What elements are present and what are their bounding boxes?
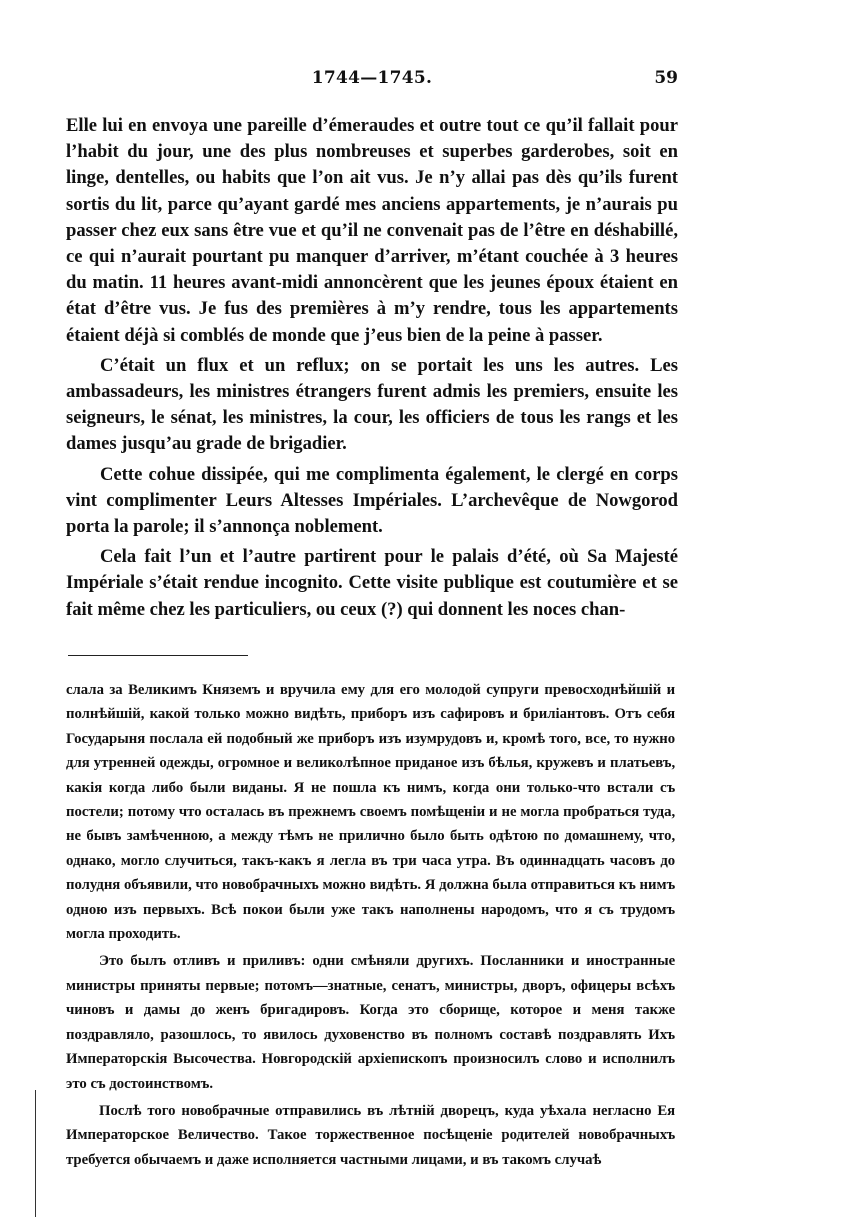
footnote-translation (66, 678, 675, 1172)
page-number: 59 (654, 68, 678, 88)
paragraph: C’était un flux et un reflux; on se portait les uns les autres. Les ambassadeurs, les ministres étrangers furent admis les premiers, ensuite les seigneurs, le sénat, les ministres, la cour, les officiers de tous les rangs et les dames jusqu’au grade de brigadier. (66, 354, 678, 455)
footnote-divider (68, 655, 248, 656)
footnote-paragraph: слала за Великимъ Княземъ и вручила ему для его молодой супруги превосходнѣйшій и полнѣйшій, какой только можно видѣть, приборъ изъ сафировъ и бриліантовъ. Отъ себя Государыня послала ей подобный же приборъ изъ изумрудовъ и, кромѣ того, все, то нужно для утренней одежды, огромное и великолѣпное приданое изъ бѣлья, кружевъ и платьевъ, какія когда либо были виданы. Я не пошла къ нимъ, когда они только-что встали съ постели; потому что осталась въ прежнемъ своемъ помѣщеніи и не могла пробраться туда, не бывъ замѣченною, а между тѣмъ не прилично было быть одѣтою по домашнему, что, однако, могло случиться, такъ-какъ я легла въ три часа утра. Въ одиннадцать часовъ до полудня объявили, что новобрачныхъ можно видѣть. Я должна была отправиться къ нимъ одною изъ первыхъ. Всѣ покои были уже такъ наполнены народомъ, что я съ трудомъ могла проходить. (66, 681, 676, 943)
paragraph: Cela fait l’un et l’autre partirent pour le palais d’été, où Sa Majesté Impériale s’était rendue incognito. Cette visite publique est coutumière et se fait même chez les particuliers, ou ceux (?) qui donnent les noces chan- (66, 546, 678, 620)
paragraph: Elle lui en envoya une pareille d’émeraudes et outre tout ce qu’il fallait pour l’habit du jour, une des plus nombreuses et superbes garderobes, soit en linge, dentelles, ou habits que l’on ait vus. Je n’y allai pas dès qu’ils furent sortis du lit, parce qu’ayant gardé mes anciens appartements, je n’aurais pu passer chez eux sans être vue et qu’il ne convenait pas de l’être en déshabillé, ce qui n’aurait pourtant pu manquer d’arriver, m’étant couchée à 3 heures du matin. 11 heures avant-midi annoncèrent que les jeunes époux étaient en état d’être vus. Je fus des premières à m’y rendre, tous les appartements étaient déjà si comblés de monde que j’eus bien de la peine à passer. (66, 115, 678, 346)
scan-margin-line (35, 1090, 36, 1217)
footnote-paragraph: Это былъ отливъ и приливъ: одни смѣняли другихъ. Посланники и иностранные министры приняты первые; потомъ—знатные, сенатъ, министры, дворъ, офицеры всѣхъ чиновъ и дамы до женъ бригадировъ. Когда это сборище, которое и меня также поздравляло, разошлось, то явилось духовенство въ полномъ составѣ поздравлять Ихъ Императорскія Высочества. Новгородскій архіепископъ произносилъ слово и исполнилъ это съ достоинствомъ. (66, 952, 676, 1092)
page-header (66, 68, 678, 92)
paragraph: Cette cohue dissipée, qui me complimenta également, le clergé en corps vint complimenter Leurs Altesses Impériales. L’archevêque de Nowgorod porta la parole; il s’annonça noblement. (66, 463, 678, 538)
running-title: 1744—1745. (311, 68, 433, 88)
footnote-paragraph: Послѣ того новобрачные отправились въ лѣтній дворецъ, куда уѣхала негласно Ея Императорское Величество. Такое торжественное посѣщеніе родителей новобрачныхъ требуется обычаемъ и даже исполняется частными лицами, и въ такомъ случаѣ (66, 1101, 676, 1168)
main-text (66, 113, 678, 623)
